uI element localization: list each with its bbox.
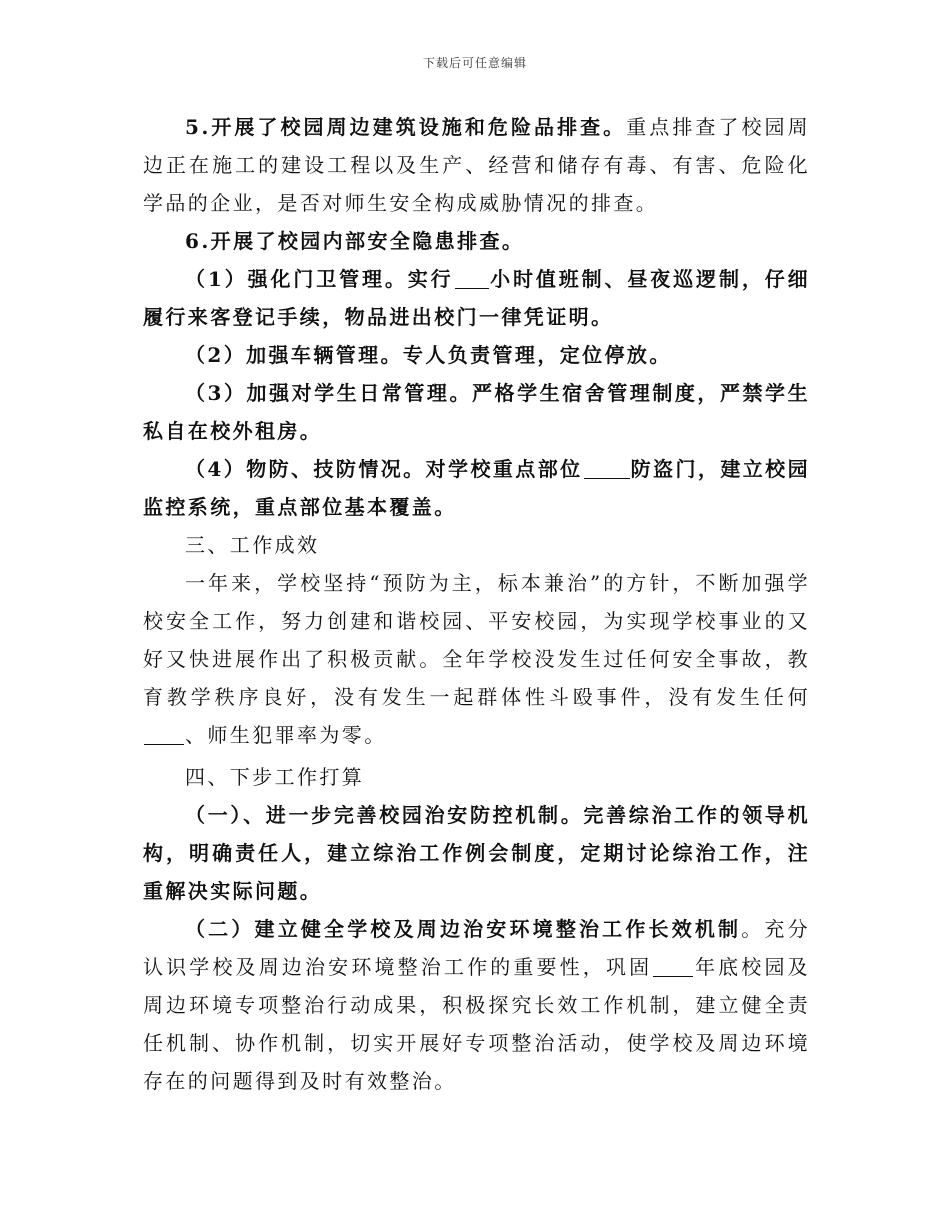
paragraph-results-text-a: 一年来，学校坚持“预防为主，标本兼治”的方针，不断加强学校安全工作，努力创建和谐校园、平安校园，为实现学校事业的又好又快进展作出了积极贡献。全年学校没发生过任何安全事故，教育教学秩序良好，没有发生一起群体性斗殴事件，没有发生任何: [143, 571, 810, 709]
paragraph-next-2-text-a: 。充分认识学校及周边治安环境整治工作的重要性，巩固: [143, 917, 810, 979]
section-heading-4: 四、下步工作打算: [185, 765, 365, 789]
paragraph-next-1: （一）、进一步完善校园治安防控机制。完善综治工作的领导机构，明确责任人，建立综治工作例会制度，定期讨论综治工作，注重解决实际问题。: [143, 803, 810, 903]
paragraph-item-6-1-text-b: 小时值班制、昼夜巡逻制，仔细履行来客登记手续，物品进出校门一律凭证明。: [143, 267, 811, 329]
paragraph-item-5-title: 5.开展了校园周边建筑设施和危险品排查。: [185, 115, 627, 139]
paragraph-item-6-4: [143, 450, 810, 526]
paragraph-item-6-2: （2）加强车辆管理。专人负责管理，定位停放。: [185, 343, 672, 367]
fill-blank: [144, 724, 184, 745]
paragraph-item-6-4-text-a: （4）物防、技防情况。对学校重点部位: [185, 457, 583, 481]
paragraph-next-2-text-b: 年底校园及周边环境专项整治行动成果，积极探究长效工作机制，建立健全责任机制、协作机制，切实开展好专项整治活动，使学校及周边环境存在的问题得到及时有效整治。: [143, 955, 810, 1093]
fill-blank: [455, 268, 489, 289]
header-note: 下载后可任意编辑: [422, 56, 527, 70]
section-heading-3: 三、工作成效: [185, 533, 320, 557]
paragraph-item-5-text: 重点排查了校园周边正在施工的建设工程以及生产、经营和储存有毒、有害、危险化学品的企业，是否对师生安全构成威胁情况的排查。: [143, 115, 810, 215]
paragraph-item-6-1-text-a: （1）强化门卫管理。实行: [185, 267, 454, 291]
paragraph-item-5: [143, 108, 810, 222]
paragraph-item-6-4-text-b: 防盗门，建立校园监控系统，重点部位基本覆盖。: [143, 457, 811, 519]
paragraph-results-text-b: 、师生犯罪率为零。: [185, 723, 387, 747]
fill-blank: [653, 956, 693, 977]
fill-blank: [584, 458, 630, 479]
paragraph-next-2-title: （二）建立健全学校及周边治安环境整治工作长效机制: [185, 917, 742, 941]
paragraph-item-6: 6.开展了校园内部安全隐患排查。: [185, 229, 525, 253]
document-body: [143, 108, 810, 1100]
paragraph-item-6-1: [143, 260, 810, 336]
paragraph-results: [143, 564, 810, 754]
paragraph-next-2: [143, 910, 810, 1100]
paragraph-item-6-3: （3）加强对学生日常管理。严格学生宿舍管理制度，严禁学生私自在校外租房。: [143, 381, 810, 443]
